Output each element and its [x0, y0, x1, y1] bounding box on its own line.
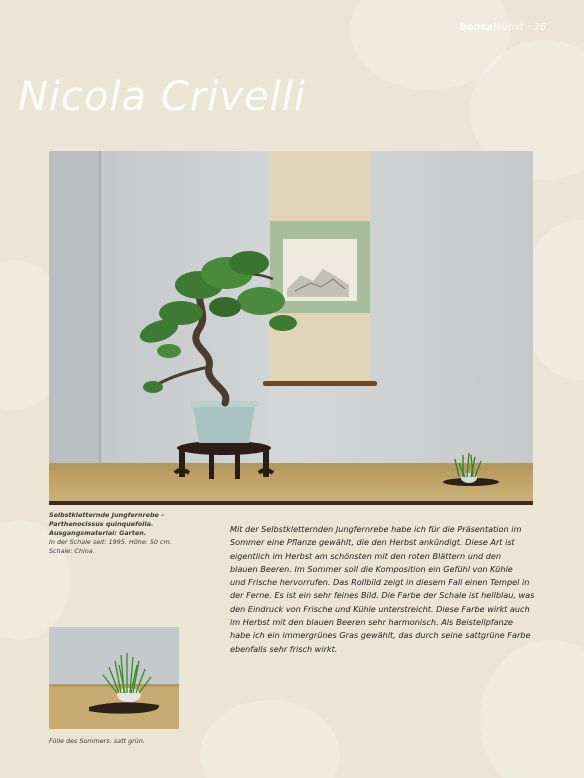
- body-line: blauen Beeren. Im Sommer soll die Komposition ein Gefühl von Kühle: [230, 563, 513, 574]
- floor: [49, 469, 533, 505]
- body-line: der Ferne. Es ist ein sehr feines Bild. Die Farbe der Schale ist hellblau, was: [230, 590, 535, 601]
- body-line: Sommer eine Pflanze gewählt, die den Herbst ankündigt. Diese Art ist: [230, 537, 515, 548]
- page-number: 36: [533, 22, 546, 33]
- body-line: habe ich ein immergrünes Gras gewählt, das durch seine sattgrüne Farbe: [230, 630, 531, 641]
- floor-front: [49, 501, 533, 505]
- caption-line: Schale: China.: [49, 547, 95, 555]
- small-floor-edge: [49, 684, 179, 687]
- article-body: [230, 523, 540, 656]
- brand-bold: bonsai: [459, 22, 497, 33]
- main-photo-caption: [49, 511, 199, 556]
- header-separator: :: [523, 22, 534, 33]
- accent-plant-photo: [49, 627, 179, 729]
- page-header: [460, 22, 546, 33]
- magazine-brand: [460, 22, 524, 33]
- small-wall: [49, 627, 179, 687]
- caption-line: Ausgangsmaterial: Garten.: [49, 529, 147, 537]
- hanging-scroll: [263, 151, 377, 386]
- brand-rest: kunst: [496, 22, 524, 33]
- side-wall: [49, 151, 99, 505]
- small-photo-caption: Fülle des Sommers: satt grün.: [49, 737, 145, 745]
- body-line: ebenfalls sehr frisch wirkt.: [230, 643, 338, 654]
- caption-line: Parthenocissus quinquefolia.: [49, 520, 154, 528]
- body-line: den Eindruck von Frische und Kühle unterstreicht. Diese Farbe wirkt auch: [230, 603, 530, 614]
- article-title: Nicola Crivelli: [18, 74, 306, 120]
- body-line: im Herbst mit den blauen Beeren sehr harmonisch. Als Beistellpfanze: [230, 617, 513, 628]
- caption-line: In der Schale seit: 1995. Höhe: 50 cm.: [49, 538, 172, 546]
- body-line: Mit der Selbstkletternden Jungfernrebe habe ich für die Präsentation im: [230, 524, 522, 534]
- main-bonsai-photo: [49, 151, 533, 505]
- body-line: eigentlich im Herbst am schönsten mit den roten Blättern und den: [230, 550, 502, 561]
- wall-edge: [99, 151, 101, 471]
- bonsai-pot: [193, 405, 255, 443]
- caption-line: Selbstkletternde Jungfernrebe –: [49, 511, 165, 519]
- body-line: und Frische hervorrufen. Das Rollbild zeigt in diesem Fall einen Tempel in: [230, 577, 530, 588]
